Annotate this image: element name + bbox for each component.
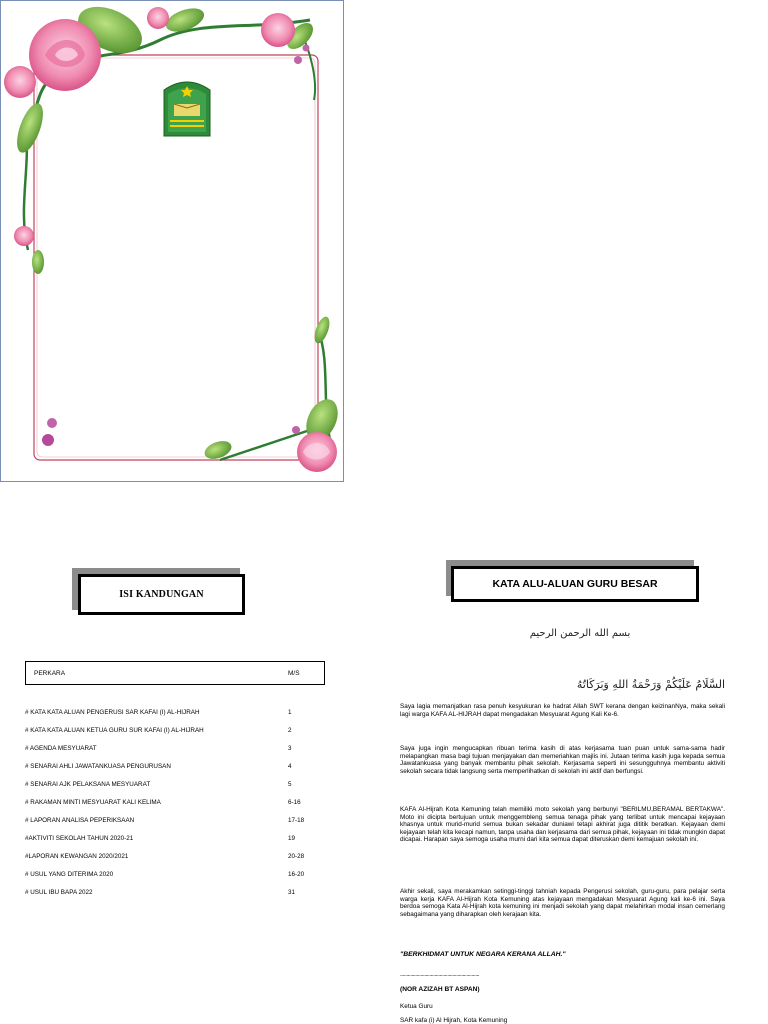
school-crest [162, 80, 212, 138]
toc-page: 1 [288, 709, 292, 716]
signer-school: SAR kafa (i) Al Hijrah, Kota Kemuning [400, 1017, 508, 1024]
toc-header-page: M/S [288, 670, 300, 677]
toc-item: # KATA KATA ALUAN PENGERUSI SAR KAFAI (I) AL-HIJRAH [25, 709, 200, 716]
signature-line: .............................................................. [400, 971, 480, 978]
toc-item: #LAPORAN KEWANGAN 2020/2021 [25, 853, 129, 860]
speech-paragraph: KAFA Al-Hijrah Kota Kemuning telah memiliki moto sekolah yang berbunyi "BERILMU,BERAMAL BERTAKWA". Moto ini dicipta bertujuan untuk menggembleng semua tenaga pihak yang terlibat untuk mencapai kejayaan khasnya untuk murid-murid semua bukan sekadar duniawi tetapi akhirat juga dititik beratkan. Kejayaan demi kejayaan telah kita kecapi namun, tanpa usaha dan kerjasama dari semua pihak, kejayaan ini tidak mungkin dapat dicapai. Harapan saya semoga usaha murni dari kita semua dapat diteruskan demi kemajuan sekolah ini. [400, 806, 725, 844]
basmala: بسم الله الرحمن الرحيم [529, 628, 631, 639]
toc-page: 5 [288, 781, 292, 788]
toc-row [25, 889, 325, 899]
toc-row [25, 763, 325, 773]
toc-row [25, 709, 325, 719]
signer-role: Ketua Guru [400, 1003, 433, 1010]
toc-item: # LAPORAN ANALISA PEPERIKSAAN [25, 817, 135, 824]
toc-page: 31 [288, 889, 296, 896]
toc-row [25, 817, 325, 827]
speech-title [451, 566, 699, 602]
toc-item: # SENARAI AJK PELAKSANA MESYUARAT [25, 781, 151, 788]
toc-page: 3 [288, 745, 292, 752]
slogan: "BERKHIDMAT UNTUK NEGARA KERANA ALLAH." [400, 951, 566, 958]
speech-paragraph: Saya lagia memanjatkan rasa penuh kesyukuran ke hadrat Allah SWT kerana dengan keizinanNya, maka sekali lagi warga KAFA AL-HIJRAH dapat mengadakan Mesyuarat Agung Kali Ke-6. [400, 703, 725, 718]
toc-row [25, 853, 325, 863]
toc-page: 16-20 [288, 871, 305, 878]
toc-row [25, 799, 325, 809]
speech-paragraph: Saya juga ingin mengucapkan ribuan terima kasih di atas kerjasama tuan puan untuk sama-sama hadir melapangkan masa bagi tujuan menjayakan dan memeriahkan majlis ini. Jutaan terima kasih juga kepada semua Jawatankuasa yang banyak membantu pihak sekolah. Kerjasama seperti ini sesungguhnya membantu aktiviti sekolah secara tidak langsung serta memperlihatkan di sekolah ini aktif dan berfungsi. [400, 745, 725, 775]
floral-frame [0, 0, 344, 482]
toc-item: # AGENDA MESYUARAT [25, 745, 97, 752]
toc-page: 6-16 [288, 799, 301, 806]
toc-page: 4 [288, 763, 292, 770]
toc-row [25, 727, 325, 737]
toc-row [25, 745, 325, 755]
speech-title-text: KATA ALU-ALUAN GURU BESAR [492, 578, 658, 590]
speech-paragraph: Akhir sekali, saya merakamkan setinggi-tinggi tahniah kepada Pengerusi sekolah, guru-guru, para pelajar serta warga kerja KAFA Al-Hijrah Kota Kemuning atas kejayaan mengadakan Mesyuarat Agung kali ke-6 ini. Saya berdoa semoga Kata Al-Hijrah kota kemuning ini menjadi sekolah yang dapat melahirkan modal insan cemerlang sebagaimana yang diharapkan oleh kerajaan kita. [400, 888, 725, 918]
toc-page: 2 [288, 727, 292, 734]
toc-item: # KATA KATA ALUAN KETUA GURU SUR KAFAI (I) AL-HIJRAH [25, 727, 204, 734]
toc-item: #AKTIVITI SEKOLAH TAHUN 2020-21 [25, 835, 134, 842]
toc-item: # SENARAI AHLI JAWATANKUASA PENGURUSAN [25, 763, 171, 770]
toc-item: # USUL YANG DITERIMA 2020 [25, 871, 114, 878]
salam-greeting: السَّلَامُ عَلَيْكُمْ وَرَحْمَةُ اللهِ وَبَرَكَاتُهُ [576, 678, 725, 691]
cover-page [0, 0, 344, 482]
toc-row [25, 781, 325, 791]
toc-row [25, 835, 325, 845]
toc-page: 17-18 [288, 817, 305, 824]
toc-item: # USUL IBU BAPA 2022 [25, 889, 93, 896]
signer-name: (NOR AZIZAH BT ASPAN) [400, 986, 480, 993]
toc-page: 20-28 [288, 853, 305, 860]
toc-item: # RAKAMAN MINTI MESYUARAT KALI KELIMA [25, 799, 161, 806]
toc-title-text: ISI KANDUNGAN [119, 589, 204, 600]
toc-row [25, 871, 325, 881]
toc-page: 19 [288, 835, 296, 842]
toc-header-item: PERKARA [34, 670, 66, 677]
toc-header [25, 661, 325, 685]
toc-title [78, 574, 245, 615]
